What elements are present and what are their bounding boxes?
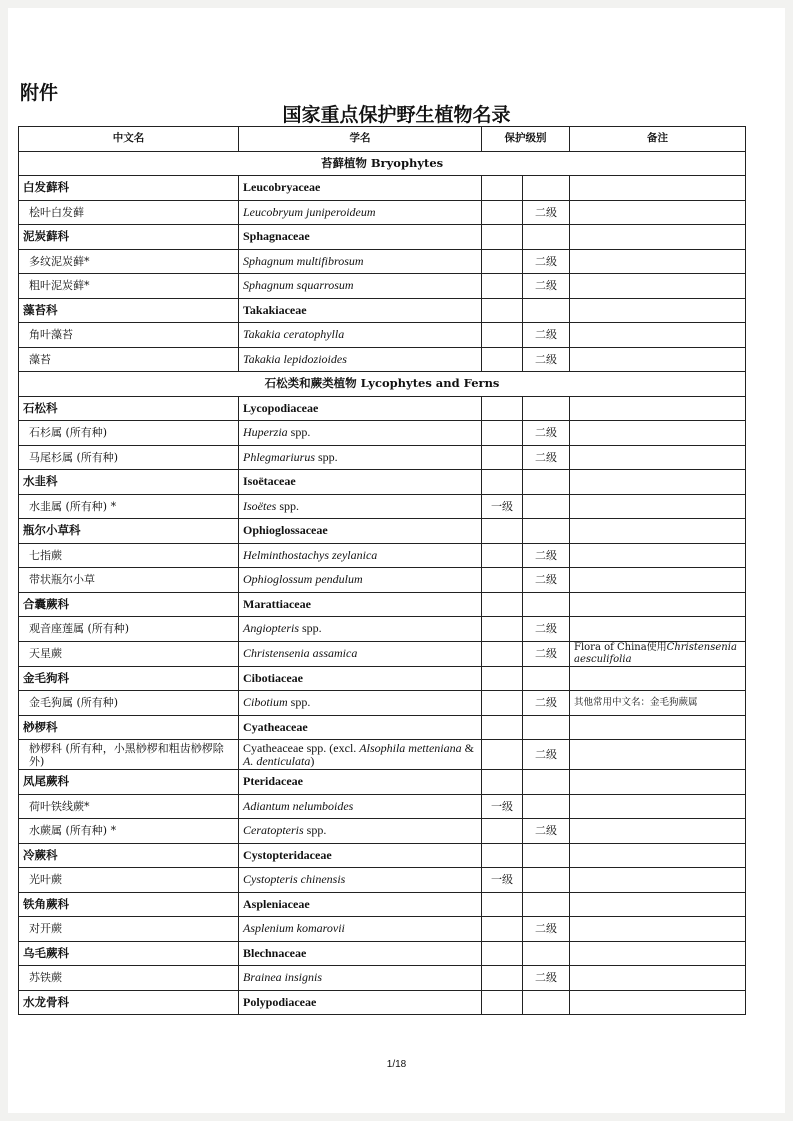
section-title: 石松类和蕨类植物 Lycophytes and Ferns	[19, 372, 746, 397]
species-cn-name: 水韭属 (所有种) *	[19, 494, 239, 519]
level-two-cell: 二级	[523, 917, 570, 942]
family-sci-name: Leucobryaceae	[239, 176, 482, 201]
header-cn-name: 中文名	[19, 127, 239, 152]
notes-cell	[570, 770, 746, 795]
family-sci-name: Lycopodiaceae	[239, 396, 482, 421]
level-one-cell	[482, 966, 523, 991]
family-cn-name: 水韭科	[19, 470, 239, 495]
species-row	[19, 421, 746, 446]
level-two-cell: 二级	[523, 421, 570, 446]
family-sci-name: Isoëtaceae	[239, 470, 482, 495]
level-two-cell: 二级	[523, 445, 570, 470]
notes-cell	[570, 249, 746, 274]
species-sci-name: Adiantum nelumboides	[239, 794, 482, 819]
species-row	[19, 691, 746, 716]
level-two-cell: 二级	[523, 617, 570, 642]
family-cn-name: 金毛狗科	[19, 666, 239, 691]
family-cn-name: 凤尾蕨科	[19, 770, 239, 795]
level-one-cell	[482, 666, 523, 691]
family-row	[19, 298, 746, 323]
level-two-cell	[523, 666, 570, 691]
notes-cell	[570, 917, 746, 942]
level-one-cell	[482, 740, 523, 770]
notes-cell	[570, 740, 746, 770]
species-cn-name: 马尾杉属 (所有种)	[19, 445, 239, 470]
species-cn-name: 藻苔	[19, 347, 239, 372]
species-sci-name	[239, 819, 482, 844]
level-two-cell	[523, 843, 570, 868]
species-cn-name: 桫椤科 (所有种，小黑桫椤和粗齿桫椤除外)	[19, 740, 239, 770]
species-cn-name: 苏铁蕨	[19, 966, 239, 991]
note-text: Flora of China使用	[574, 641, 667, 653]
family-cn-name: 白发藓科	[19, 176, 239, 201]
level-one-cell	[482, 617, 523, 642]
notes-cell	[570, 445, 746, 470]
level-two-cell	[523, 715, 570, 740]
family-row	[19, 519, 746, 544]
sci-name-genus: Angiopteris	[243, 621, 299, 636]
species-sci-name	[239, 740, 482, 770]
table-header-row	[19, 127, 746, 152]
level-one-cell	[482, 421, 523, 446]
attachment-label: 附件	[20, 82, 59, 104]
species-cn-name: 带状瓶尔小草	[19, 568, 239, 593]
species-row	[19, 966, 746, 991]
species-row	[19, 740, 746, 770]
species-row	[19, 200, 746, 225]
level-two-cell: 二级	[523, 966, 570, 991]
level-one-cell	[482, 770, 523, 795]
species-row	[19, 445, 746, 470]
family-cn-name: 合囊蕨科	[19, 592, 239, 617]
notes-cell	[570, 298, 746, 323]
species-sci-name: Takakia lepidozioides	[239, 347, 482, 372]
level-one-cell	[482, 892, 523, 917]
family-cn-name: 铁角蕨科	[19, 892, 239, 917]
level-two-cell	[523, 592, 570, 617]
level-one-cell	[482, 200, 523, 225]
section-row	[19, 372, 746, 397]
table-body	[19, 151, 746, 1015]
level-two-cell	[523, 990, 570, 1015]
family-sci-name: Cyatheaceae	[239, 715, 482, 740]
species-sci-name: Leucobryum juniperoideum	[239, 200, 482, 225]
level-one-cell: 一级	[482, 494, 523, 519]
level-one-cell: 一级	[482, 868, 523, 893]
level-two-cell	[523, 892, 570, 917]
family-cn-name: 瓶尔小草科	[19, 519, 239, 544]
level-two-cell: 二级	[523, 568, 570, 593]
level-one-cell	[482, 249, 523, 274]
species-sci-name: Cystopteris chinensis	[239, 868, 482, 893]
family-row	[19, 666, 746, 691]
level-one-cell	[482, 592, 523, 617]
sci-name-text: Cyatheaceae spp. (excl.	[243, 740, 360, 755]
notes-cell	[570, 715, 746, 740]
species-sci-name: Takakia ceratophylla	[239, 323, 482, 348]
species-row	[19, 494, 746, 519]
species-sci-name: Asplenium komarovii	[239, 917, 482, 942]
sci-name-genus: Cibotium	[243, 695, 288, 710]
species-sci-name: Sphagnum squarrosum	[239, 274, 482, 299]
notes-cell	[570, 494, 746, 519]
header-protection-level: 保护级别	[482, 127, 570, 152]
family-sci-name: Polypodiaceae	[239, 990, 482, 1015]
species-cn-name: 荷叶铁线蕨*	[19, 794, 239, 819]
level-one-cell	[482, 225, 523, 250]
species-sci-name: Sphagnum multifibrosum	[239, 249, 482, 274]
species-cn-name: 多纹泥炭藓*	[19, 249, 239, 274]
level-two-cell	[523, 396, 570, 421]
species-cn-name: 石杉属 (所有种)	[19, 421, 239, 446]
species-row	[19, 249, 746, 274]
level-one-cell	[482, 176, 523, 201]
family-cn-name: 石松科	[19, 396, 239, 421]
level-one-cell	[482, 819, 523, 844]
notes-cell	[570, 794, 746, 819]
species-row	[19, 819, 746, 844]
document-page	[8, 8, 785, 1113]
species-row	[19, 868, 746, 893]
species-sci-name	[239, 691, 482, 716]
species-row	[19, 543, 746, 568]
family-cn-name: 乌毛蕨科	[19, 941, 239, 966]
level-one-cell	[482, 347, 523, 372]
species-cn-name: 七指蕨	[19, 543, 239, 568]
sci-name-genus: Ceratopteris	[243, 823, 304, 838]
species-cn-name: 桧叶白发藓	[19, 200, 239, 225]
species-sci-name	[239, 421, 482, 446]
sci-name-genus: Isoëtes	[243, 498, 277, 513]
notes-cell	[570, 323, 746, 348]
family-row	[19, 941, 746, 966]
sci-name-text: spp.	[315, 449, 338, 464]
level-two-cell	[523, 794, 570, 819]
sci-name-genus: A. denticulata	[243, 753, 311, 768]
page-number: 1/18	[386, 1059, 407, 1070]
notes-cell	[570, 470, 746, 495]
level-one-cell: 一级	[482, 794, 523, 819]
notes-cell	[570, 274, 746, 299]
level-two-cell: 二级	[523, 200, 570, 225]
species-sci-name	[239, 617, 482, 642]
level-one-cell	[482, 470, 523, 495]
level-two-cell: 二级	[523, 641, 570, 666]
level-two-cell	[523, 941, 570, 966]
notes-cell	[570, 966, 746, 991]
species-row	[19, 617, 746, 642]
family-row	[19, 892, 746, 917]
species-cn-name: 对开蕨	[19, 917, 239, 942]
species-cn-name: 水蕨属 (所有种) *	[19, 819, 239, 844]
level-one-cell	[482, 941, 523, 966]
species-sci-name: Christensenia assamica	[239, 641, 482, 666]
notes-cell	[570, 200, 746, 225]
species-row	[19, 917, 746, 942]
sci-name-text: spp.	[287, 425, 311, 440]
species-sci-name: Helminthostachys zeylanica	[239, 543, 482, 568]
notes-cell	[570, 592, 746, 617]
notes-cell	[570, 819, 746, 844]
level-two-cell: 二级	[523, 274, 570, 299]
sci-name-genus: Alsophila metteniana	[359, 740, 462, 755]
family-row	[19, 843, 746, 868]
species-cn-name: 天星蕨	[19, 641, 239, 666]
note-sci-name: Christensenia aesculifolia	[574, 641, 737, 665]
level-two-cell	[523, 868, 570, 893]
species-cn-name: 金毛狗属 (所有种)	[19, 691, 239, 716]
sci-name-text: spp.	[303, 823, 327, 838]
level-one-cell	[482, 568, 523, 593]
level-one-cell	[482, 519, 523, 544]
family-row	[19, 990, 746, 1015]
level-one-cell	[482, 641, 523, 666]
family-cn-name: 冷蕨科	[19, 843, 239, 868]
level-two-cell	[523, 470, 570, 495]
level-one-cell	[482, 543, 523, 568]
species-row	[19, 568, 746, 593]
level-two-cell: 二级	[523, 691, 570, 716]
sci-name-text: &	[461, 740, 474, 755]
notes-cell	[570, 421, 746, 446]
notes-cell	[570, 519, 746, 544]
family-sci-name: Takakiaceae	[239, 298, 482, 323]
notes-cell	[570, 666, 746, 691]
species-sci-name: Brainea insignis	[239, 966, 482, 991]
level-two-cell	[523, 176, 570, 201]
sci-name-text: spp.	[299, 621, 322, 636]
species-row	[19, 794, 746, 819]
level-one-cell	[482, 990, 523, 1015]
header-sci-name: 学名	[239, 127, 482, 152]
level-one-cell	[482, 274, 523, 299]
level-two-cell: 二级	[523, 323, 570, 348]
sci-name-genus: Huperzia	[243, 425, 288, 440]
notes-cell: 其他常用中文名：金毛狗蕨属	[570, 691, 746, 716]
family-cn-name: 泥炭藓科	[19, 225, 239, 250]
species-sci-name: Ophioglossum pendulum	[239, 568, 482, 593]
sci-name-text: spp.	[276, 498, 299, 513]
family-sci-name: Sphagnaceae	[239, 225, 482, 250]
family-sci-name: Cibotiaceae	[239, 666, 482, 691]
family-cn-name: 水龙骨科	[19, 990, 239, 1015]
level-two-cell	[523, 519, 570, 544]
level-one-cell	[482, 691, 523, 716]
family-sci-name: Marattiaceae	[239, 592, 482, 617]
protected-plants-table	[18, 126, 746, 1015]
level-one-cell	[482, 323, 523, 348]
family-row	[19, 770, 746, 795]
notes-cell	[570, 568, 746, 593]
notes-cell	[570, 176, 746, 201]
level-one-cell	[482, 715, 523, 740]
species-cn-name: 观音座莲属 (所有种)	[19, 617, 239, 642]
notes-cell	[570, 225, 746, 250]
family-cn-name: 桫椤科	[19, 715, 239, 740]
level-two-cell: 二级	[523, 819, 570, 844]
level-two-cell: 二级	[523, 249, 570, 274]
family-row	[19, 470, 746, 495]
family-cn-name: 藻苔科	[19, 298, 239, 323]
notes-cell	[570, 617, 746, 642]
level-two-cell: 二级	[523, 740, 570, 770]
family-row	[19, 396, 746, 421]
level-one-cell	[482, 843, 523, 868]
document-title: 国家重点保护野生植物名录	[282, 104, 511, 126]
notes-cell	[570, 543, 746, 568]
species-row	[19, 274, 746, 299]
family-sci-name: Aspleniaceae	[239, 892, 482, 917]
family-row	[19, 176, 746, 201]
level-one-cell	[482, 298, 523, 323]
notes-cell	[570, 941, 746, 966]
family-sci-name: Cystopteridaceae	[239, 843, 482, 868]
level-two-cell	[523, 494, 570, 519]
level-two-cell	[523, 225, 570, 250]
sci-name-text: spp.	[287, 695, 311, 710]
species-sci-name	[239, 494, 482, 519]
species-row	[19, 347, 746, 372]
family-row	[19, 715, 746, 740]
header-notes: 备注	[570, 127, 746, 152]
family-sci-name: Blechnaceae	[239, 941, 482, 966]
level-two-cell	[523, 770, 570, 795]
notes-cell	[570, 843, 746, 868]
level-two-cell: 二级	[523, 543, 570, 568]
level-one-cell	[482, 445, 523, 470]
level-one-cell	[482, 396, 523, 421]
family-sci-name: Pteridaceae	[239, 770, 482, 795]
notes-cell	[570, 990, 746, 1015]
sci-name-genus: Phlegmariurus	[243, 449, 315, 464]
species-cn-name: 光叶蕨	[19, 868, 239, 893]
family-row	[19, 225, 746, 250]
notes-cell	[570, 347, 746, 372]
notes-cell	[570, 868, 746, 893]
level-two-cell: 二级	[523, 347, 570, 372]
species-cn-name: 粗叶泥炭藓*	[19, 274, 239, 299]
family-row	[19, 592, 746, 617]
species-cn-name: 角叶藻苔	[19, 323, 239, 348]
sci-name-text: )	[310, 753, 315, 768]
level-two-cell	[523, 298, 570, 323]
species-sci-name	[239, 445, 482, 470]
notes-cell	[570, 892, 746, 917]
notes-cell	[570, 641, 746, 666]
section-title: 苔藓植物 Bryophytes	[19, 151, 746, 176]
species-row	[19, 323, 746, 348]
section-row	[19, 151, 746, 176]
notes-cell	[570, 396, 746, 421]
species-row	[19, 641, 746, 666]
level-one-cell	[482, 917, 523, 942]
family-sci-name: Ophioglossaceae	[239, 519, 482, 544]
